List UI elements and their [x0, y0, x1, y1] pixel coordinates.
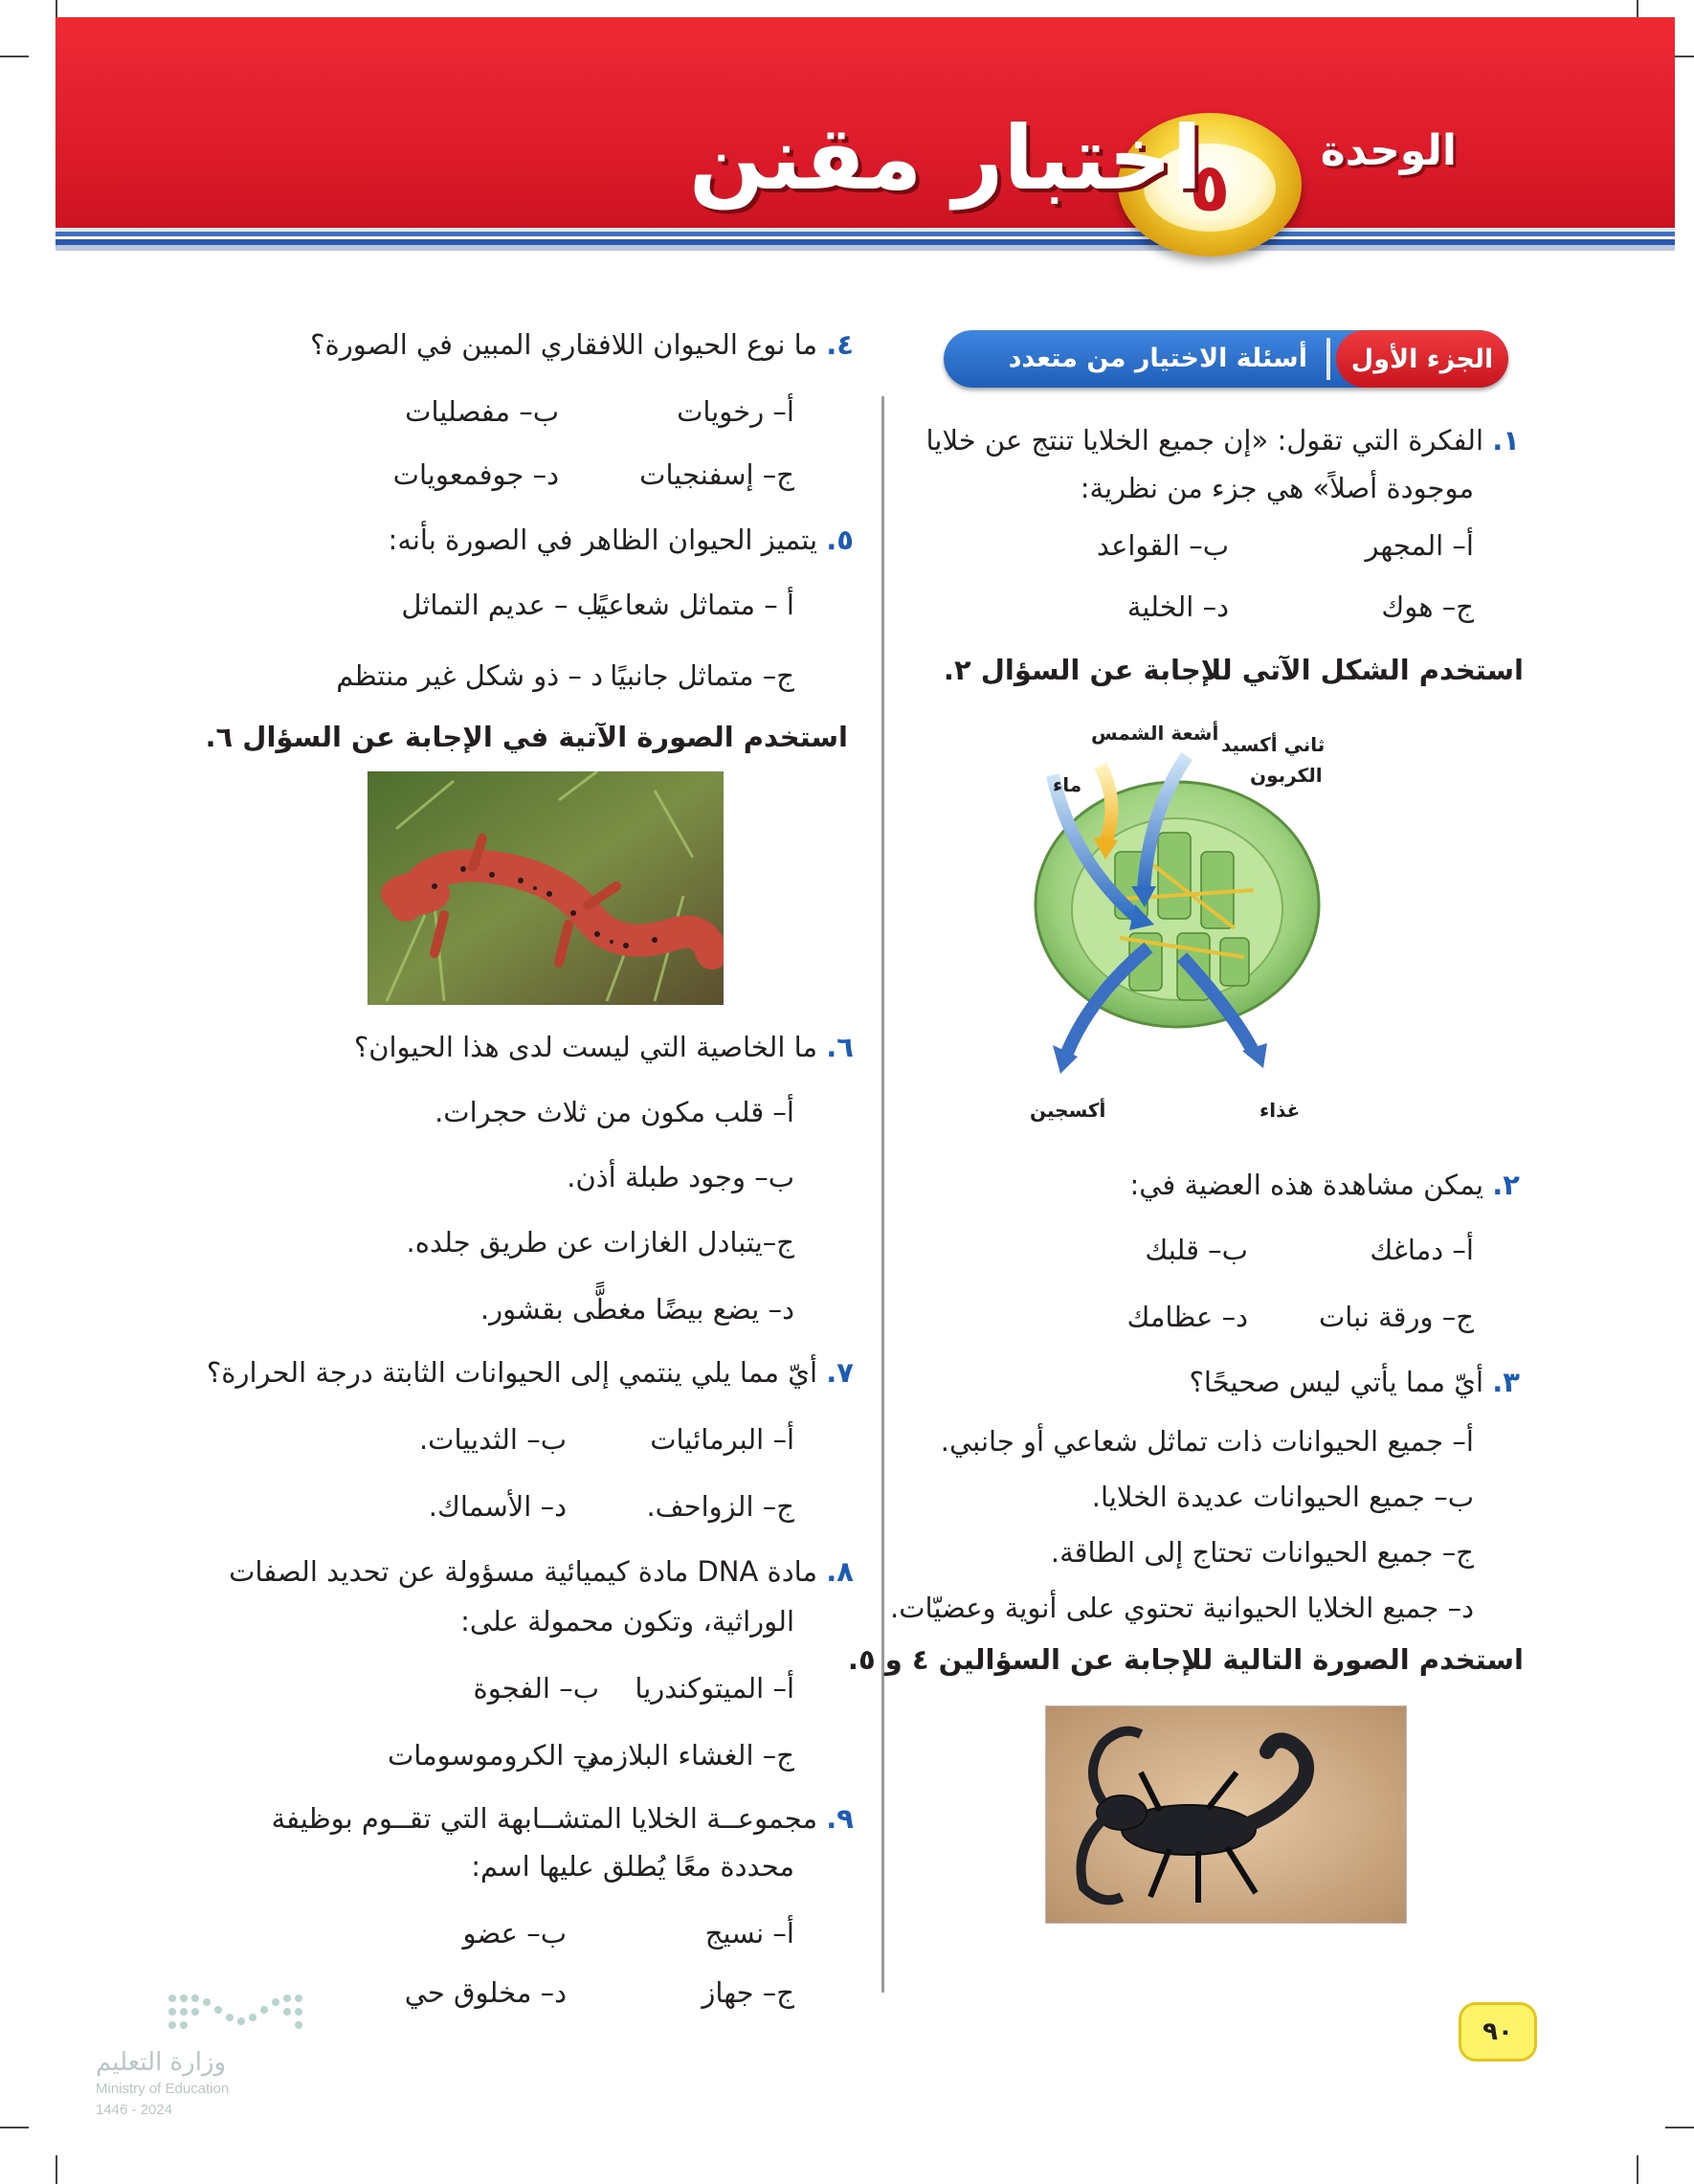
- instruction-text: استخدم الصورة التالية للإجابة عن السؤالين ٤ و ٥.: [847, 1643, 1524, 1676]
- answer-option[interactable]: أ– نسيج: [704, 1917, 794, 1950]
- unit-number: ٥: [1144, 144, 1276, 232]
- question-number: ٣.: [1492, 1366, 1520, 1398]
- question-number: ١.: [1492, 424, 1520, 457]
- section-separator: [1326, 338, 1330, 380]
- answer-option[interactable]: ج– الزواحف.: [646, 1490, 794, 1523]
- figure-label-oxygen: أكسجين: [1030, 1099, 1106, 1122]
- ministry-logo-icon: [163, 1989, 316, 2039]
- answer-option[interactable]: ب– القواعد: [1096, 529, 1229, 562]
- answer-option[interactable]: ب– جميع الحيوانات عديدة الخلايا.: [1091, 1481, 1474, 1513]
- answer-option[interactable]: ب– الثدييات.: [418, 1423, 567, 1456]
- answer-option[interactable]: د – ذو شكل غير منتظم: [336, 659, 603, 692]
- crop-mark: [1637, 2155, 1638, 2184]
- column-divider: [881, 396, 884, 1993]
- answer-option[interactable]: ج– جهاز: [702, 1976, 794, 2009]
- question-4: [310, 325, 854, 364]
- answer-option[interactable]: د– مخلوق حي: [404, 1976, 567, 2009]
- question-number: ٦.: [826, 1031, 854, 1063]
- question-text: أيّ مما يأتي ليس صحيحًا؟: [1189, 1366, 1484, 1398]
- section-part-label: الجزء الأول: [1336, 330, 1508, 388]
- question-number: ٥.: [826, 524, 854, 556]
- answer-option[interactable]: ج–يتبادل الغازات عن طريق جلده.: [406, 1226, 794, 1259]
- figure-label-sun: أشعة الشمس: [1091, 722, 1219, 745]
- answer-option[interactable]: أ– المجهر: [1365, 529, 1474, 562]
- crop-mark: [56, 2155, 57, 2184]
- answer-option[interactable]: أ– الميتوكندريا: [635, 1672, 794, 1705]
- section-title: أسئلة الاختيار من متعدد: [1008, 344, 1307, 373]
- question-text: أيّ مما يلي ينتمي إلى الحيوانات الثابتة درجة الحرارة؟: [206, 1356, 818, 1389]
- figure-label-food: غذاء: [1259, 1099, 1301, 1122]
- question-number: ٧.: [826, 1356, 854, 1389]
- question-8-line2: الوراثية، وتكون محمولة على:: [460, 1605, 794, 1638]
- scorpion-photo: [1045, 1705, 1407, 1924]
- answer-option[interactable]: أ – متماثل شعاعيًا: [591, 589, 794, 621]
- question-number: ٢.: [1492, 1169, 1520, 1201]
- figure-label-co2: الكربون: [1250, 764, 1323, 787]
- answer-option[interactable]: د– الكروموسومات: [387, 1739, 599, 1772]
- question-9-line2: محددة معًا يُطلق عليها اسم:: [471, 1850, 794, 1883]
- question-text: يتميز الحيوان الظاهر في الصورة بأنه:: [388, 524, 818, 556]
- answer-option[interactable]: ب– قلبك: [1145, 1234, 1248, 1266]
- question-number: ٤.: [826, 328, 854, 361]
- question-7: [207, 1353, 854, 1392]
- figure-label-water: ماء: [1053, 773, 1082, 796]
- crop-mark: [0, 56, 29, 57]
- question-text: ما الخاصية التي ليست لدى هذا الحيوان؟: [353, 1031, 818, 1063]
- answer-option[interactable]: أ– رخويات: [677, 395, 794, 428]
- answer-option[interactable]: أ– البرمائيات: [650, 1423, 794, 1456]
- question-2: [1129, 1166, 1520, 1204]
- answer-option[interactable]: ب– عضو: [462, 1917, 567, 1950]
- question-1-line2: موجودة أصلاً» هي جزء من نظرية:: [1080, 472, 1474, 504]
- answer-option[interactable]: ج– ورقة نبات: [1318, 1301, 1474, 1333]
- salamander-photo: [368, 771, 724, 1005]
- answer-option[interactable]: د– يضع بيضًا مغطًّى بقشور.: [479, 1293, 794, 1326]
- question-text: مادة DNA مادة كيميائية مسؤولة عن تحديد الصفات: [229, 1555, 818, 1588]
- question-text: مجموعــة الخلايا المتشــابهة التي تقــوم بوظيفة: [271, 1802, 818, 1835]
- answer-option[interactable]: د– الأسماك.: [428, 1490, 567, 1523]
- answer-option[interactable]: د– الخلية: [1126, 591, 1229, 623]
- ministry-name-ar: وزارة التعليم: [96, 2048, 227, 2077]
- crop-mark: [1665, 2127, 1694, 2128]
- unit-label: الوحدة: [1320, 126, 1457, 175]
- answer-option[interactable]: ج– إسفنجيات: [639, 458, 794, 491]
- question-number: ٩.: [826, 1802, 854, 1835]
- section-header: [944, 330, 1508, 388]
- answer-option[interactable]: أ– قلب مكون من ثلاث حجرات.: [435, 1096, 794, 1128]
- answer-option[interactable]: ب – عديم التماثل: [401, 589, 603, 621]
- salamander-head: [381, 873, 450, 915]
- answer-option[interactable]: د– عظامك: [1126, 1301, 1248, 1333]
- answer-option[interactable]: ب– مفصليات: [405, 395, 559, 428]
- answer-option[interactable]: ب– وجود طبلة أذن.: [567, 1161, 794, 1193]
- ministry-name-en: Ministry of Education: [96, 2081, 230, 2097]
- question-8: [229, 1552, 854, 1591]
- answer-option[interactable]: ج– متماثل جانبيًا: [610, 659, 794, 692]
- question-1: [926, 421, 1520, 459]
- answer-option[interactable]: ب– الفجوة: [473, 1672, 599, 1705]
- question-6: [354, 1028, 854, 1066]
- page-number: ٩٠: [1459, 2002, 1537, 2061]
- answer-option[interactable]: د– جوفمعويات: [392, 458, 559, 491]
- instruction-text: استخدم الشكل الآتي للإجابة عن السؤال ٢.: [943, 654, 1524, 686]
- answer-option[interactable]: ج– الغشاء البلازمي: [576, 1739, 794, 1772]
- question-text: يمكن مشاهدة هذه العضية في:: [1129, 1169, 1484, 1201]
- figure-label-co2: ثاني أكسيد: [1221, 733, 1326, 756]
- answer-option[interactable]: ج– جميع الحيوانات تحتاج إلى الطاقة.: [1050, 1536, 1474, 1569]
- page-title: اختبار مقنن: [689, 107, 1203, 210]
- answer-option[interactable]: ج– هوك: [1381, 591, 1474, 623]
- question-number: ٨.: [826, 1555, 854, 1588]
- question-9: [272, 1799, 854, 1838]
- answer-option[interactable]: أ– دماغك: [1370, 1234, 1474, 1266]
- question-5: [389, 521, 854, 559]
- question-text: ما نوع الحيوان اللافقاري المبين في الصورة؟: [310, 328, 818, 361]
- header-stripes: [56, 228, 1675, 251]
- crop-mark: [0, 2127, 29, 2128]
- answer-option[interactable]: أ– جميع الحيوانات ذات تماثل شعاعي أو جانبي.: [940, 1425, 1474, 1458]
- question-text: الفكرة التي تقول: «إن جميع الخلايا تنتج عن خلايا: [925, 424, 1484, 457]
- question-3: [1190, 1363, 1520, 1401]
- ministry-year: 2024 - 1446: [96, 2102, 173, 2118]
- instruction-text: استخدم الصورة الآتية في الإجابة عن السؤال ٦.: [205, 721, 848, 753]
- answer-option[interactable]: د– جميع الخلايا الحيوانية تحتوي على أنوية وعضيّات.: [889, 1592, 1474, 1624]
